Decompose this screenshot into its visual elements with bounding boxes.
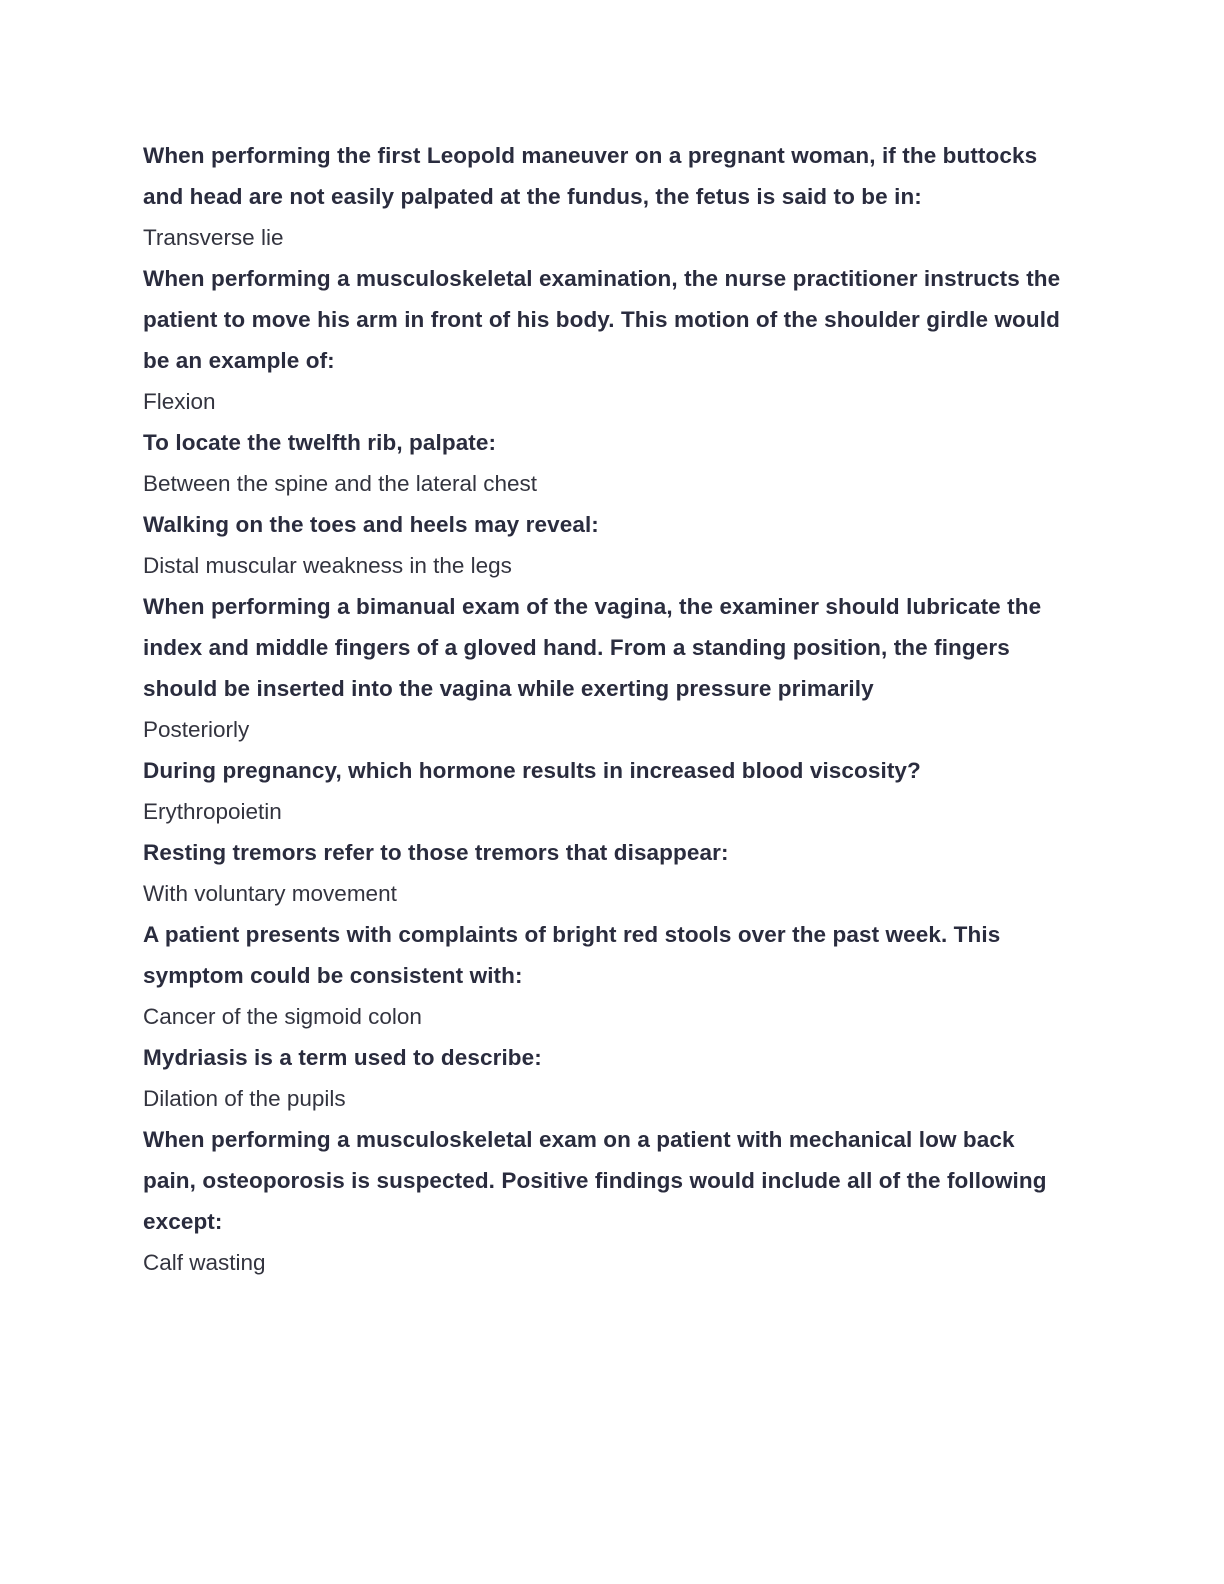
qa-item [143,832,1063,914]
answer-text: Between the spine and the lateral chest [143,471,538,496]
qa-item [143,586,1063,750]
answer-text: Calf wasting [143,1250,266,1275]
answer-text: Cancer of the sigmoid colon [143,1004,422,1029]
qa-item [143,135,1063,258]
qa-item [143,504,1063,586]
answer-text: Distal muscular weakness in the legs [143,553,512,578]
answer-text: Posteriorly [143,717,250,742]
question-text: Walking on the toes and heels may reveal: [143,512,599,537]
question-text: Mydriasis is a term used to describe: [143,1045,542,1070]
answer-text: Transverse lie [143,225,284,250]
question-text: To locate the twelfth rib, palpate: [143,430,497,455]
qa-item [143,1119,1063,1283]
answer-text: Dilation of the pupils [143,1086,346,1111]
question-text: Resting tremors refer to those tremors that disappear: [143,840,729,865]
qa-item [143,258,1063,422]
question-text: A patient presents with complaints of bright red stools over the past week. This symptom could be consistent with: [143,922,1001,988]
answer-text: With voluntary movement [143,881,397,906]
question-text: When performing the first Leopold maneuver on a pregnant woman, if the buttocks and head are not easily palpated at the fundus, the fetus is said to be in: [143,143,1038,209]
question-text: During pregnancy, which hormone results in increased blood viscosity? [143,758,921,783]
qa-item [143,1037,1063,1119]
qa-item [143,422,1063,504]
qa-item [143,914,1063,1037]
qa-item [143,750,1063,832]
question-text: When performing a bimanual exam of the vagina, the examiner should lubricate the index and middle fingers of a gloved hand. From a standing position, the fingers should be inserted into the vagina while exerting pressure primarily [143,594,1042,701]
question-text: When performing a musculoskeletal exam on a patient with mechanical low back pain, osteoporosis is suspected. Positive findings would include all of the following except: [143,1127,1047,1234]
answer-text: Flexion [143,389,216,414]
question-text: When performing a musculoskeletal examination, the nurse practitioner instructs the patient to move his arm in front of his body. This motion of the shoulder girdle would be an example of: [143,266,1061,373]
document-page [143,135,1063,1283]
answer-text: Erythropoietin [143,799,282,824]
